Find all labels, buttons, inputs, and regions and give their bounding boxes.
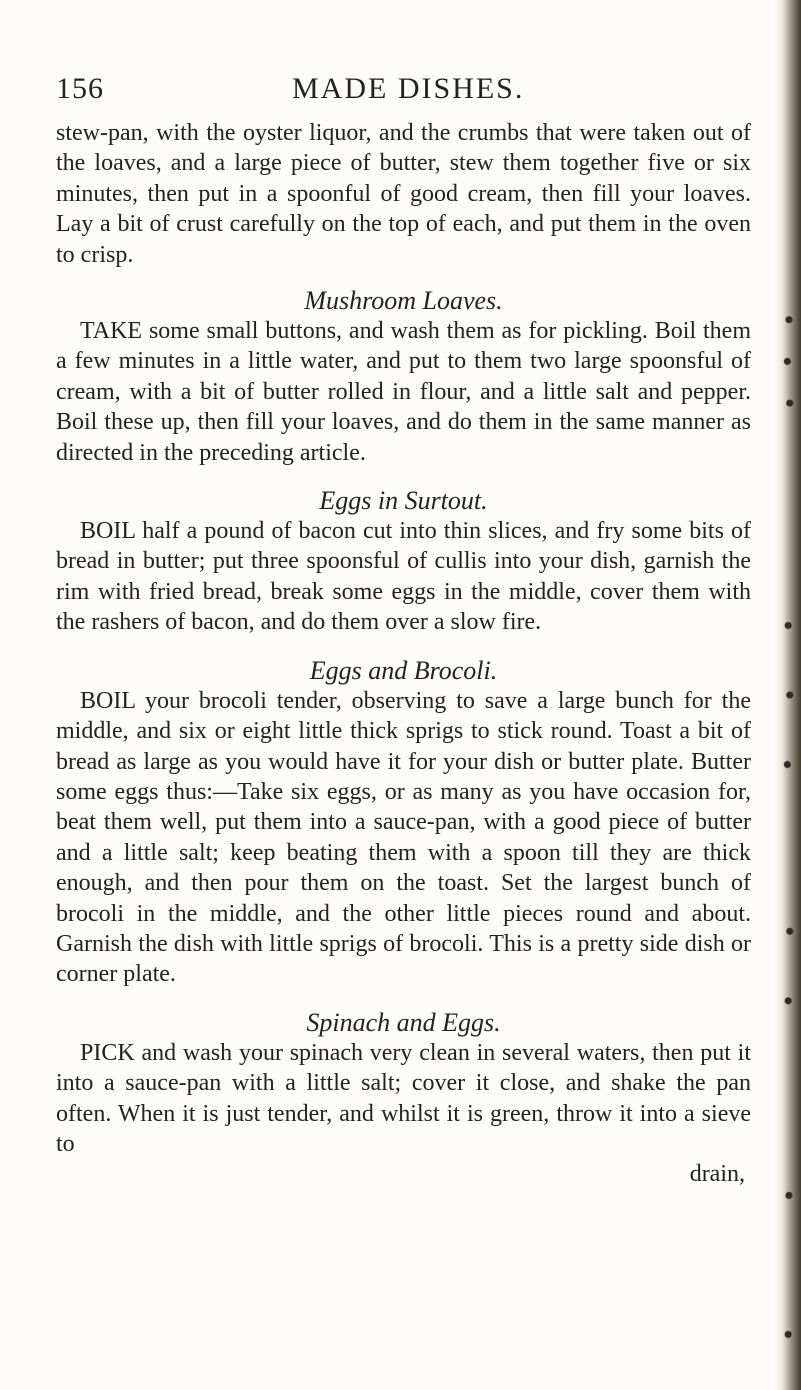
paragraph-mushroom-loaves: TAKE some small buttons, and wash them as for pickling. Boil them a few minutes in a little water, and put to them two large spoonsful of cream, with a bit of butter rolled in flour, and a little salt and pepper. Boil these up, then fill your loaves, and do them in the same manner as directed in the preceding article. — [56, 318, 751, 466]
heading-eggs-in-surtout: Eggs in Surtout. — [319, 486, 488, 516]
paragraph-continuation: stew-pan, with the oyster liquor, and the crumbs that were taken out of the loaves, and a large piece of butter, stew them together five or six minutes, then put in a spoonful of good cream, then fill your loaves. Lay a bit of crust carefully on the top of each, and put them in the oven to crisp. — [56, 120, 751, 268]
page-edge-stains — [781, 0, 797, 1390]
paragraph-eggs-in-surtout: BOIL half a pound of bacon cut into thin slices, and fry some bits of bread in butter; put three spoonsful of cullis into your dish, garnish the rim with fried bread, break some eggs in the middle, cover them with the rashers of bacon, and do them over a slow fire. — [56, 518, 751, 636]
heading-mushroom-loaves: Mushroom Loaves. — [304, 286, 503, 316]
page-header — [56, 72, 756, 112]
running-head: MADE DISHES. — [292, 72, 525, 105]
heading-spinach-and-eggs: Spinach and Eggs. — [306, 1007, 501, 1037]
page-number: 156 — [56, 72, 104, 105]
heading-eggs-and-brocoli: Eggs and Brocoli. — [309, 655, 498, 685]
body-text — [56, 118, 751, 1190]
paragraph-spinach-and-eggs: PICK and wash your spinach very clean in several waters, then put it into a sauce-pan with a little salt; cover it close, and shake the pan often. When it is just tender, and whilst it is green, throw it into a sieve to — [56, 1039, 751, 1157]
paragraph-eggs-and-brocoli: BOIL your brocoli tender, observing to save a large bunch for the middle, and six or eight little thick sprigs to stick round. Toast a bit of bread as large as you would have it for your dish or butter plate. Butter some eggs thus:—Take six eggs, or as many as you have occasion for, beat them well, put them into a sauce-pan, with a good piece of butter and a little salt; keep beating them with a spoon till they are thick enough, and then pour them on the toast. Set the largest bunch of brocoli in the middle, and the other little pieces round and about. Garnish the dish with little sprigs of brocoli. This is a pretty side dish or corner plate. — [56, 687, 751, 988]
catchword: drain, — [689, 1161, 745, 1188]
